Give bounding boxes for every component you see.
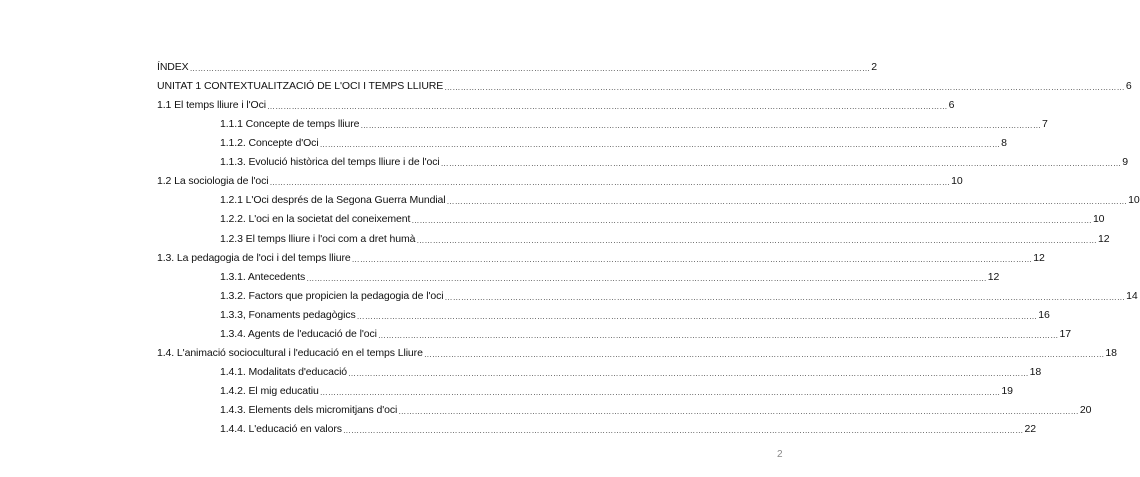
toc-entry-page: 18 <box>1029 365 1042 378</box>
toc-entry-page: 10 <box>1128 194 1140 207</box>
toc-entry <box>220 134 1007 150</box>
toc-entry <box>220 306 1050 322</box>
toc-entry-page: 12 <box>1097 232 1110 245</box>
toc-entry <box>157 172 963 188</box>
toc-entry-page: 7 <box>1042 118 1048 131</box>
toc-entry-title: 1.1 El temps lliure i l'Oci <box>157 99 267 112</box>
toc-leader-dots: …………………………………………………………………………………………………………………………………………………………………………………………………………………………… <box>348 368 1029 378</box>
toc-entry-title: 1.4.2. El mig educatiu <box>220 384 319 397</box>
toc-leader-dots: …………………………………………………………………………………………………………………………………………………………………………………………………………………………… <box>444 292 1126 302</box>
toc-entry-title: 1.2.1 L'Oci després de la Segona Guerra Mundial <box>220 194 446 207</box>
toc-entry-title: 1.4. L'animació sociocultural i l'educació en el temps Lliure <box>157 346 423 359</box>
toc-entry <box>220 115 1048 131</box>
toc-leader-dots: …………………………………………………………………………………………………………………………………………………………………………………………………………………………… <box>411 216 1092 226</box>
toc-entry <box>157 344 1117 360</box>
toc-entry-title: 1.1.2. Concepte d'Oci <box>220 137 319 150</box>
toc-leader-dots: …………………………………………………………………………………………………………………………………………………………………………………………………………………………… <box>440 159 1122 169</box>
toc-entry <box>220 325 1071 341</box>
toc-entry <box>220 287 1138 303</box>
toc-entry-page: 6 <box>1125 80 1132 92</box>
toc-entry-page: 14 <box>1126 289 1138 302</box>
toc-entry-title: 1.2.3 El temps lliure i l'oci com a dret humà <box>220 232 416 245</box>
toc-entry-title: 1.2.2. L'oci en la societat del coneixement <box>220 213 411 226</box>
toc-entry <box>220 153 1129 169</box>
toc-entry-page: 20 <box>1079 403 1092 416</box>
toc-leader-dots: …………………………………………………………………………………………………………………………………………………………………………………………………………………………… <box>446 197 1128 207</box>
toc-entry <box>220 268 1000 284</box>
toc-entry-page: 19 <box>1001 384 1013 397</box>
toc-entry-page: 8 <box>1001 137 1007 150</box>
toc-entry <box>220 191 1140 207</box>
toc-leader-dots: …………………………………………………………………………………………………………………………………………………………………………………………………………………………… <box>398 406 1079 416</box>
toc-entry-title: 1.3. La pedagogia de l'oci i del temps lliure <box>157 251 351 264</box>
toc-leader-dots: …………………………………………………………………………………………………………………………………………………………………………………………………………………………… <box>356 311 1038 321</box>
toc-leader-dots: …………………………………………………………………………………………………………………………………………………………………………………………………………………………… <box>189 64 871 73</box>
toc-entry-title: 1.4.3. Elements dels micromitjans d'oci <box>220 403 398 416</box>
toc-entry <box>220 382 1013 398</box>
toc-entry <box>157 96 955 112</box>
toc-entry-page: 2 <box>871 61 877 73</box>
toc-entry-title: 1.3.1. Antecedents <box>220 270 306 283</box>
toc-entry-title: 1.1.3. Evolució històrica del temps lliure i de l'oci <box>220 156 440 169</box>
toc-entry <box>157 58 877 74</box>
toc-entry-title: 1.3.2. Factors que propicien la pedagogia de l'oci <box>220 289 444 302</box>
toc-entry-page: 22 <box>1024 422 1036 435</box>
toc-entry <box>220 230 1110 246</box>
toc-entry-page: 12 <box>1033 251 1045 264</box>
toc-entry-title: 1.1.1 Concepte de temps lliure <box>220 118 360 131</box>
toc-entry-title: 1.4.4. L'educació en valors <box>220 422 342 435</box>
toc-entry <box>220 210 1105 226</box>
toc-leader-dots: …………………………………………………………………………………………………………………………………………………………………………………………………………………………… <box>360 121 1042 131</box>
toc-entry-page: 17 <box>1059 327 1071 340</box>
toc-leader-dots: …………………………………………………………………………………………………………………………………………………………………………………………………………………………… <box>267 102 948 112</box>
toc-leader-dots: …………………………………………………………………………………………………………………………………………………………………………………………………………………………… <box>416 235 1097 245</box>
toc-entry-title: 1.4.1. Modalitats d'educació <box>220 365 348 378</box>
toc-leader-dots: …………………………………………………………………………………………………………………………………………………………………………………………………………………………… <box>306 273 987 283</box>
toc-entry <box>220 401 1092 417</box>
toc-entry <box>157 249 1045 265</box>
toc-entry <box>220 363 1042 379</box>
page-number: 2 <box>777 449 783 460</box>
toc-entry-page: 9 <box>1122 156 1129 169</box>
toc-entry-page: 16 <box>1038 308 1050 321</box>
toc-entry-page: 10 <box>1092 213 1105 226</box>
toc-leader-dots: …………………………………………………………………………………………………………………………………………………………………………………………………………………………… <box>423 349 1105 359</box>
toc-leader-dots: …………………………………………………………………………………………………………………………………………………………………………………………………………………………… <box>319 140 1001 150</box>
toc-entry-title: 1.2 La sociologia de l'oci <box>157 175 269 188</box>
toc-entry <box>157 77 1132 93</box>
toc-leader-dots: …………………………………………………………………………………………………………………………………………………………………………………………………………………………… <box>342 425 1024 435</box>
toc-leader-dots: …………………………………………………………………………………………………………………………………………………………………………………………………………………………… <box>319 387 1001 397</box>
toc-entry-page: 18 <box>1105 346 1117 359</box>
toc-entry-title: ÍNDEX <box>157 61 189 73</box>
toc-leader-dots: …………………………………………………………………………………………………………………………………………………………………………………………………………………………… <box>444 83 1125 92</box>
toc-entry-title: 1.3.4. Agents de l'educació de l'oci <box>220 327 377 340</box>
toc-leader-dots: …………………………………………………………………………………………………………………………………………………………………………………………………………………………… <box>377 330 1059 340</box>
toc-leader-dots: …………………………………………………………………………………………………………………………………………………………………………………………………………………………… <box>269 178 951 188</box>
toc-entry-title: 1.3.3, Fonaments pedagògics <box>220 308 356 321</box>
toc-entry-page: 6 <box>948 99 955 112</box>
toc-entry-page: 10 <box>951 175 963 188</box>
toc-leader-dots: …………………………………………………………………………………………………………………………………………………………………………………………………………………………… <box>351 254 1033 264</box>
toc-entry-page: 12 <box>987 270 1000 283</box>
toc-entry-title: UNITAT 1 CONTEXTUALITZACIÓ DE L'OCI I TEMPS LLIURE <box>157 80 444 92</box>
toc-entry <box>220 420 1036 436</box>
